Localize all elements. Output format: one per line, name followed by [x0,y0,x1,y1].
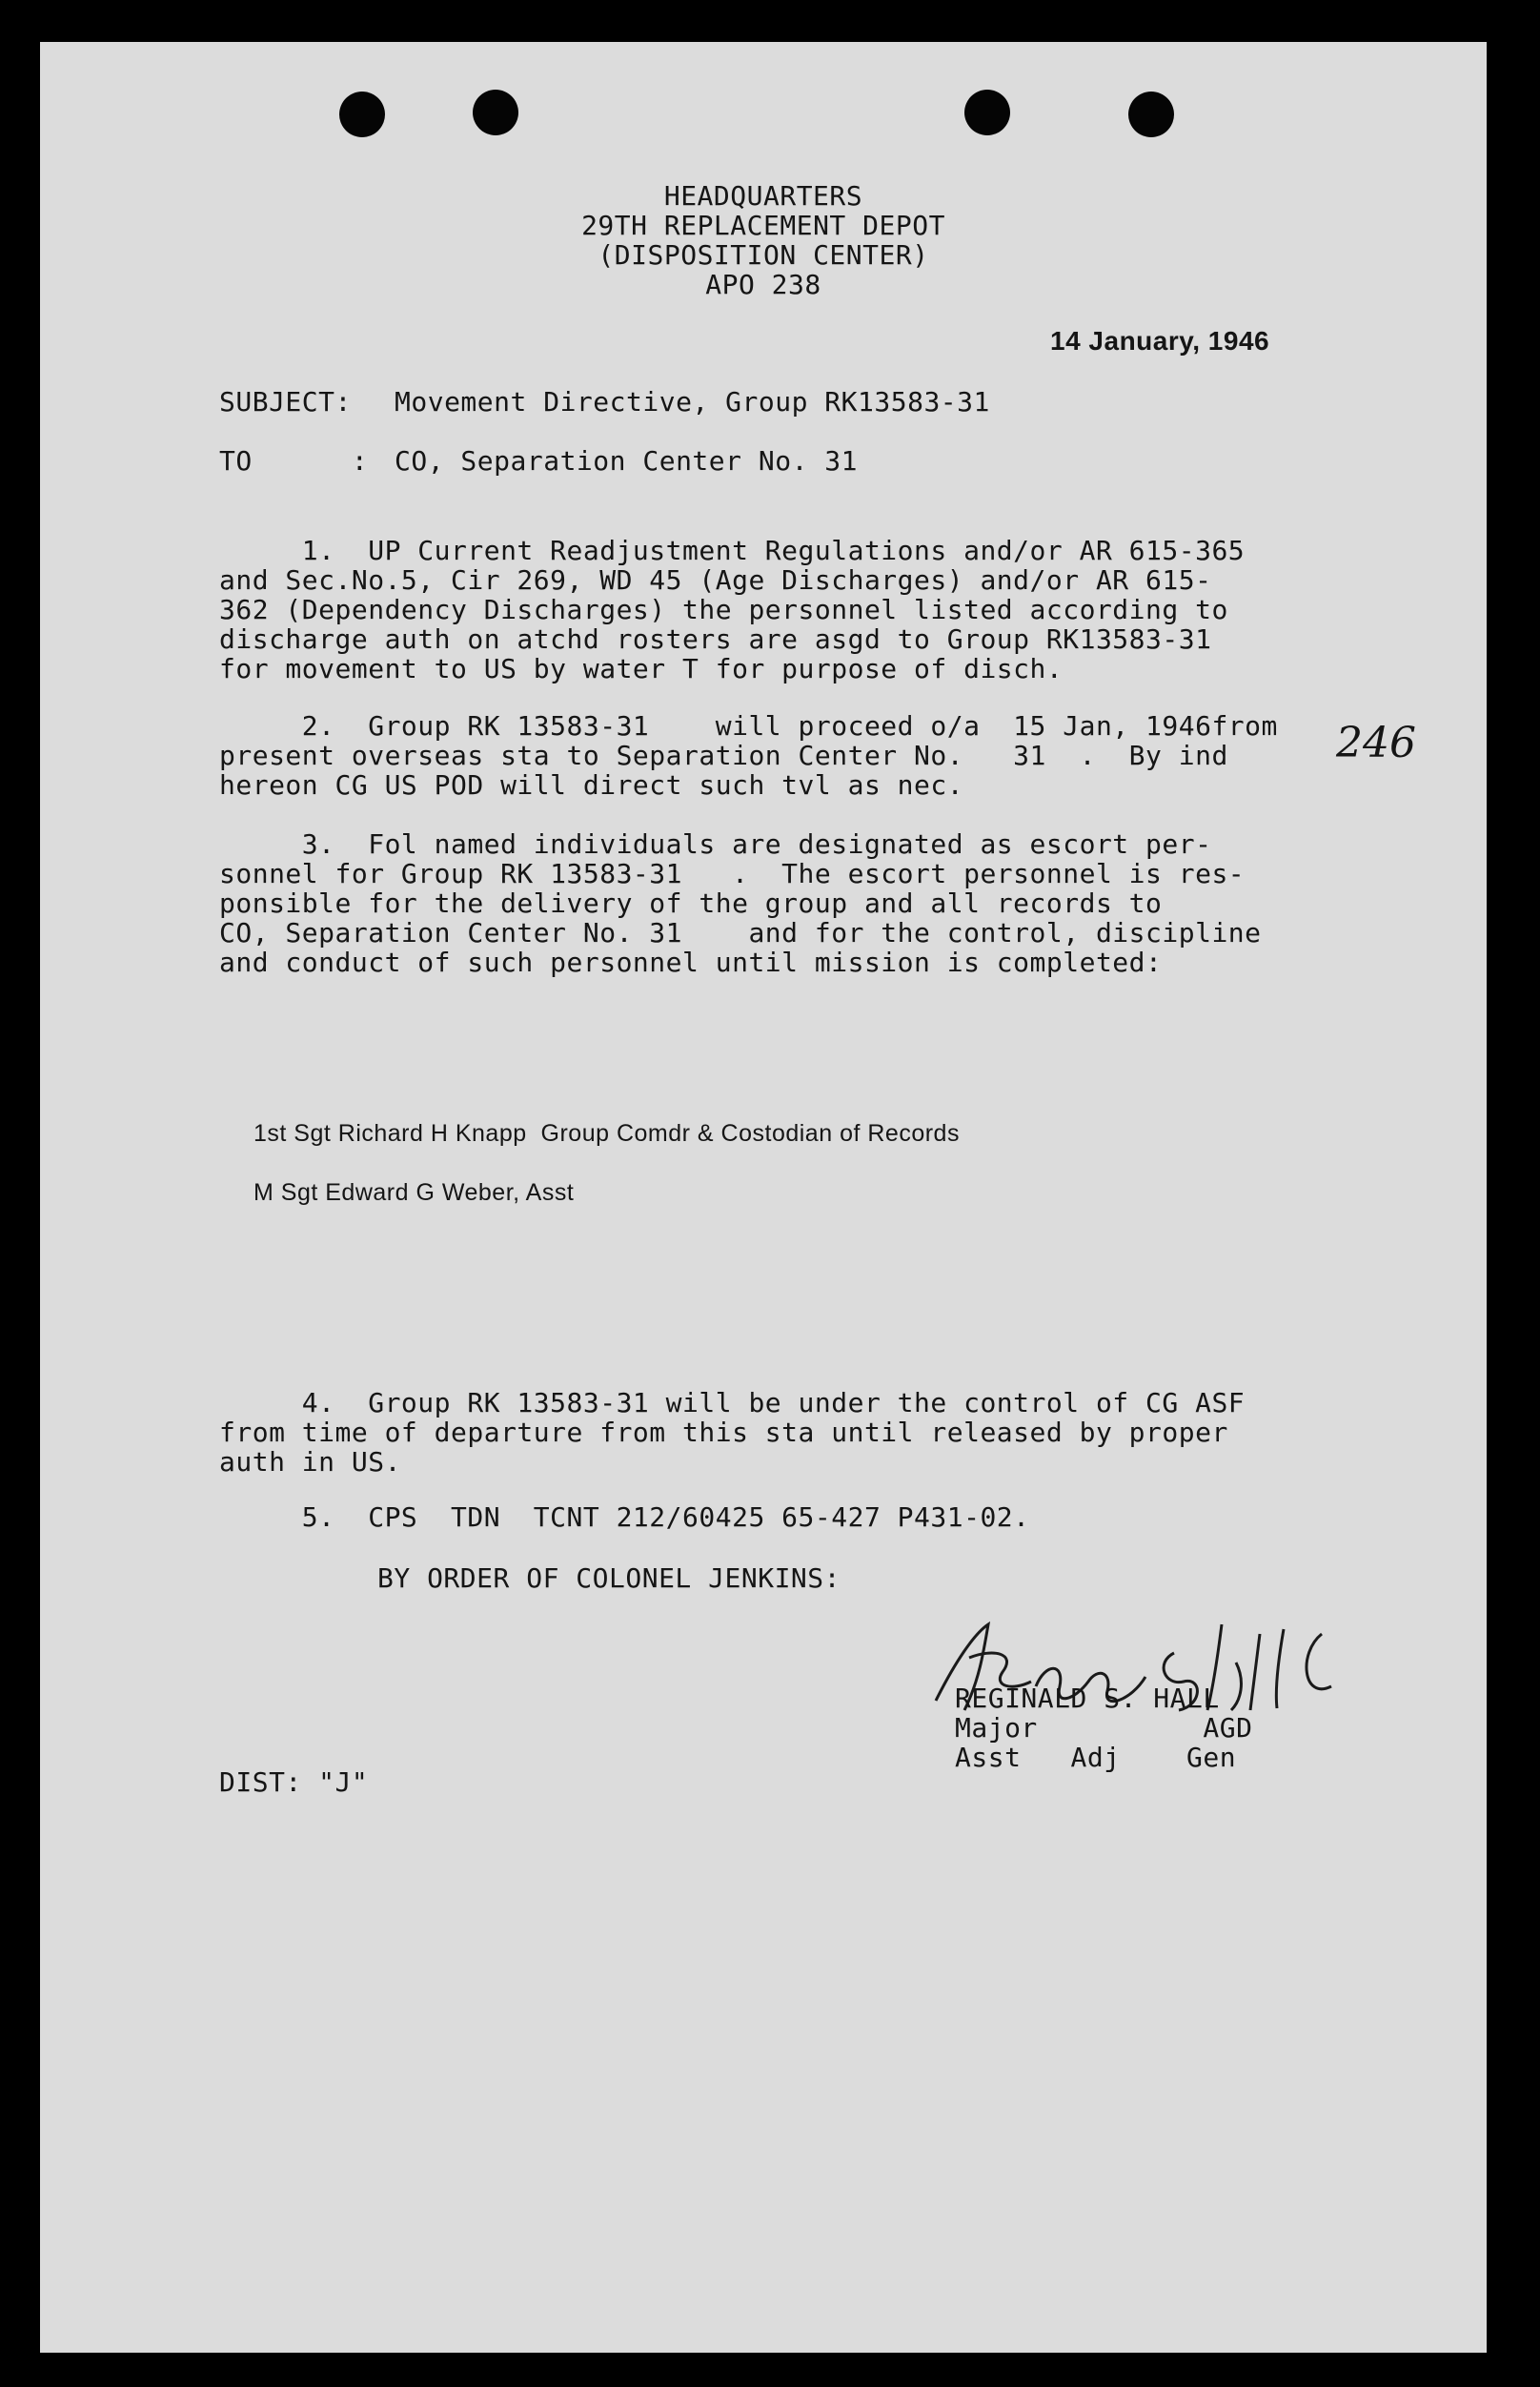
paragraph-3-line: ponsible for the delivery of the group and all records to [219,887,1163,919]
letterhead-line: 29TH REPLACEMENT DEPOT [581,210,945,241]
escort-personnel-line: 1st Sgt Richard H Knapp Group Comdr & Costodian of Records [253,1120,960,1147]
paragraph-1-line: 1. UP Current Readjustment Regulations and/or AR 615-365 [219,535,1246,566]
paragraph-3-line: and conduct of such personnel until mission is completed: [219,947,1163,978]
subject-label: SUBJECT: [219,386,352,418]
escort-personnel-line: M Sgt Edward G Weber, Asst [253,1179,575,1206]
signature-rank: Major AGD [955,1712,1253,1744]
paragraph-5: 5. CPS TDN TCNT 212/60425 65-427 P431-02. [219,1501,1030,1533]
to-label: TO : [219,445,369,477]
paragraph-4-line: auth in US. [219,1446,401,1478]
paragraph-3-line: CO, Separation Center No. 31 and for the control, discipline [219,917,1262,949]
paragraph-4-line: from time of departure from this sta until released by proper [219,1417,1228,1448]
letterhead-line: APO 238 [705,269,821,300]
document-page [40,42,1487,2353]
document-date: 14 January, 1946 [1050,326,1270,356]
punch-hole [473,90,518,135]
paragraph-1-line: discharge auth on atchd rosters are asgd to Group RK13583-31 [219,623,1212,655]
order-line: BY ORDER OF COLONEL JENKINS: [377,1562,841,1594]
signature-name: REGINALD S. HALL [955,1683,1220,1714]
punch-hole [1128,92,1174,137]
paragraph-1-line: 362 (Dependency Discharges) the personnel listed according to [219,594,1228,625]
signature-title: Asst Adj Gen [955,1742,1237,1773]
paragraph-2-line: 2. Group RK 13583-31 will proceed o/a 15 Jan, 1946from [219,710,1278,742]
letterhead-line: (DISPOSITION CENTER) [598,239,929,271]
paragraph-1-line: and Sec.No.5, Cir 269, WD 45 (Age Discharges) and/or AR 615- [219,564,1212,596]
margin-number: 246 [1336,719,1416,767]
to-text: CO, Separation Center No. 31 [395,445,859,477]
paragraph-3-line: 3. Fol named individuals are designated as escort per- [219,828,1212,860]
letterhead [40,181,1487,299]
punch-hole [339,92,385,137]
paragraph-4-line: 4. Group RK 13583-31 will be under the control of CG ASF [219,1387,1246,1418]
paragraph-2-line: present overseas sta to Separation Center No. 31 . By ind [219,740,1228,771]
distribution-line: DIST: "J" [219,1766,369,1798]
paragraph-2-line: hereon CG US POD will direct such tvl as nec. [219,769,964,801]
paragraph-3-line: sonnel for Group RK 13583-31 . The escort personnel is res- [219,858,1246,889]
punch-hole [964,90,1010,135]
letterhead-line: HEADQUARTERS [663,180,863,212]
paragraph-1-line: for movement to US by water T for purpose of disch. [219,653,1064,684]
subject-text: Movement Directive, Group RK13583-31 [395,386,990,418]
